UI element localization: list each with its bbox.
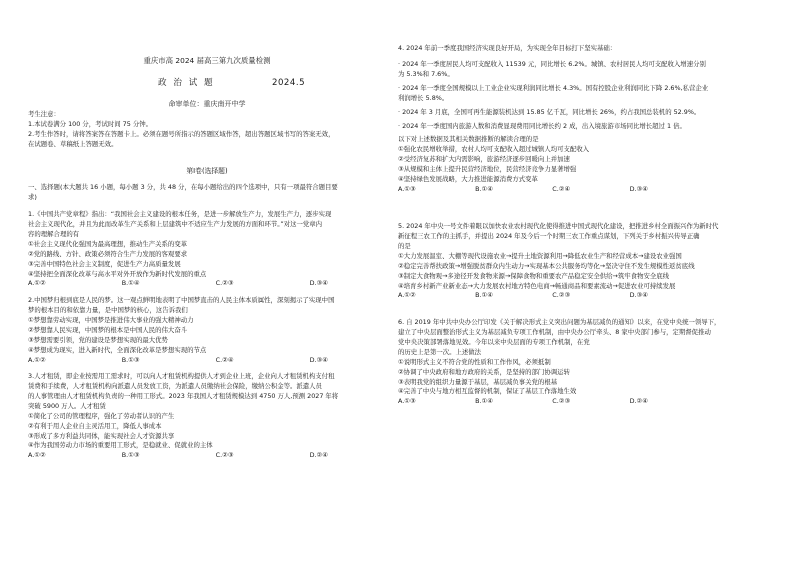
question-stem: 梦的根本目的和依靠力量，是中国梦的核心，这告诉我们: [28, 305, 188, 314]
notes-line: 在试题卷、草稿纸上答题无效。: [28, 139, 118, 148]
notes-line: 1.本试卷满分 100 分，考试时间 75 分钟。: [28, 119, 153, 128]
question-item: ②有利于用人企业自主灵活用工，降低人事成本: [28, 421, 162, 430]
subject-title: 政 治 试 题: [158, 78, 215, 88]
option-d: D.③④: [629, 291, 648, 300]
question-stem: 突破 5900 万人。人才租赁: [28, 401, 106, 410]
question-stem: 3.人才租赁，即企业按需用工需求时，可以向人才租赁机构提供人才到企业上班，企业向人才租赁机构支付租: [28, 372, 335, 380]
option-a: A.①③: [398, 397, 416, 406]
option-a: A.①②: [28, 279, 46, 288]
exam-title: 重庆市高 2024 届高三第九次质量检测: [143, 56, 271, 65]
question-stem: 新征程三农工作的主抓手，并提出 2024 年及今后一个时期三农工作重点谋划，下列关于乡村振兴传导正确: [398, 231, 700, 240]
question-stem: 赁费和手续费，人才租赁机构向派遣人员发放工资，为派遣人员缴纳社会保险，缴纳公积金等。派遣人员: [28, 381, 322, 390]
section-intro: [28, 183, 386, 203]
question-item: ④坚持把全面深化改革与高水平对外开放作为新时代发展的重点: [28, 269, 207, 278]
question-item: ④梦想成为现实，进入新时代，全面深化改革是梦想实现的节点: [28, 345, 207, 354]
option-d: D.③④: [309, 279, 328, 288]
option-c: C.②③: [552, 397, 571, 406]
answer-options: [28, 279, 328, 289]
question-2: [28, 296, 386, 365]
question-item: ④坚持绿色发展战略，大力推进能源消费方式变革: [398, 175, 538, 184]
question-stem: 1.《中国共产党章程》指出：“我国社会主义建设的根本任务，是进一步解放生产力，发展生产力，逐步实现: [28, 210, 332, 218]
option-a: A.①②: [398, 291, 416, 300]
question-item: ④作为我国劳动力市场的重要用工形式，是稳就业、促就业的主体: [28, 441, 213, 450]
question-item: ②协调了中央政府和地方政府的关系，是坚持的部门协调运转: [398, 367, 570, 376]
option-c: C.②④: [552, 185, 571, 194]
question-item: ①强化农民增收举措，农村人均可支配收入超过城镇人均可支配收入: [398, 145, 590, 154]
question-item: ①社会主义现代化强国为最高理想，推动生产关系的变革: [28, 239, 188, 248]
intro-line: 求): [28, 192, 37, 201]
answer-options: [28, 356, 328, 366]
intro-line: 一、选择题(本大题共 16 小题，每小题 3 分，共 48 分，在每小题给出的四个选项中，只有一项最符合题目要: [28, 183, 338, 191]
question-item: ②梦想靠人民实现，中国梦的根本是中国人民的伟大奋斗: [28, 325, 188, 334]
exam-date: 2024.5: [272, 78, 306, 88]
option-b: B.①③: [121, 451, 140, 460]
option-c: C.②③: [215, 451, 234, 460]
notes-block: [28, 110, 386, 150]
answer-options: [398, 291, 648, 301]
answer-options: [28, 451, 328, 461]
data-bullet: 利润增长 5.8%。: [398, 93, 449, 102]
option-d: D.③④: [629, 185, 648, 194]
notes-line: 2.考生作答时，请将答案答在答题卡上。必须在题号所指示的答题区域作答，超出答题区域书写的答案无效，: [28, 129, 335, 138]
data-bullet: 为 5.3%和 7.6%。: [398, 69, 454, 78]
option-d: D.②④: [629, 397, 648, 406]
question-stem: 4. 2024 年前一季度我国经济实现良好开局，为实现全年目标打下坚实基础：: [398, 44, 617, 52]
question-item: ②稳定完善帮扶政策→增强脱贫群众内生动力→实现基本公共服务均等化→坚决守住不发生规模性返贫底线: [398, 261, 695, 270]
question-item: ④培育乡村新产业新业态→大力发展农村地方特色电商→畅通商品和要素流动→促进农业可持续发展: [398, 281, 676, 290]
left-column: [28, 0, 386, 561]
question-item: ①大力发展温室、大棚等现代设施农业→提升土地资源利用→降低农业生产和经营成本→建设农业强国: [398, 251, 682, 260]
option-b: B.①④: [475, 397, 493, 406]
question-1: [28, 210, 386, 289]
question-stem: 容的理解合理的有: [28, 229, 80, 238]
question-item: ①梦想靠劳动实现，中国梦是推进伟大事业的强大精神动力: [28, 315, 194, 324]
question-item: ③完善中国特色社会主义制度，促进生产力高质量发展: [28, 259, 181, 268]
option-c: C.②③: [552, 291, 571, 300]
data-bullet: · 2024 年 3 月底，全国可再生能源装机达到 15.85 亿千瓦，同比增长 26%，约占我国总装机的 52.9%。: [398, 107, 701, 116]
question-item: ③制定大食物观→多途径开发食物来源→保障食物和重要农产品稳定安全供给→筑牢食物安全底线: [398, 271, 670, 280]
data-bullet: · 2024 年一季度国内旅游人数和消费显现费用同比增长约 2 成，出入境旅游市场同比增长超过 1 倍。: [398, 121, 686, 130]
question-item: ②受经济复苏和扩大内需影响，旅游经济逐步回暖向上并加速: [398, 155, 570, 164]
question-stem: 的人事管理由人才租赁机构负责的一种用工形式。2023 年我国人才租赁规模达到 4750 万人,预测 2027 年将: [28, 391, 339, 400]
question-stem: 党中央决策部署落地见效。今年以来中央层面的专项工作机制，在党: [398, 337, 590, 346]
question-stem: 的是: [398, 241, 411, 250]
option-d: D.③④: [309, 355, 328, 364]
option-c: C.②④: [215, 355, 234, 364]
option-b: B.①③: [121, 355, 140, 364]
question-stem: 5. 2024 年中央一号文件着眼以加快农业农村现代化使得推进中国式现代化建设，把推进乡村全面振兴作为新时代: [398, 222, 719, 230]
question-item: ③形成了多方利益共同体，能实现社会人才资源共享: [28, 431, 175, 440]
option-c: C.②③: [215, 279, 234, 288]
option-b: B.①④: [475, 185, 493, 194]
question-stem: 的历史上是第一次。上述做法: [398, 347, 482, 356]
question-stem: 社会主义现代化，并且为此而改革生产关系和上层建筑中不适应生产力发展的方面和环节。”对这一党章内: [28, 219, 323, 228]
option-a: A.①②: [28, 355, 46, 364]
question-4: [398, 44, 770, 195]
answer-options: [398, 397, 648, 407]
question-5: [398, 222, 770, 301]
question-item: ③表明我党的组织力量源于基层，基层减负事关党的根基: [398, 377, 558, 386]
question-6: [398, 318, 770, 407]
section-title: 第Ⅰ卷(选择题): [186, 167, 228, 175]
notes-heading: 考生注意：: [28, 110, 60, 118]
author-line: 命审单位：重庆南开中学: [168, 100, 246, 108]
question-item: ④完善了中央与地方相互监督的机制，保证了基层工作落地生效: [398, 387, 577, 396]
question-stem: 2.中国梦归根到底是人民的梦。这一观点鲜明地表明了中国梦直击的人民主体本质属性，深刻揭示了实现中国: [28, 296, 335, 304]
data-bullet: · 2024 年一季度居民人均可支配收入 11539 元，同比增长 6.2%。城镇、农村居民人均可支配收入增速分别: [398, 59, 706, 68]
question-stem: 建立了中央层面整治形式主义为基层减负专项工作机制，由中央办公厅牵头、8 家中央部门参与，定期督促推动: [398, 327, 711, 336]
answer-options: [398, 185, 648, 195]
question-item: ①简化了公司的管理程序，强化了劳动者认识的产生: [28, 411, 175, 420]
question-item: ③从规模和主体上提升民营经济地位，民营经济竞争力显著增强: [398, 165, 577, 174]
right-column: [398, 0, 770, 561]
question-3: [28, 372, 386, 461]
question-item: ③梦想需要引领，党的建设是梦想实现的最大优势: [28, 335, 168, 344]
option-b: B.①④: [121, 279, 140, 288]
question-item: ①说明形式主义不符合党的性质和工作作风，必须抵制: [398, 357, 551, 366]
option-d: D.②④: [309, 451, 328, 460]
option-a: A.①③: [398, 185, 416, 194]
question-stem: 6. 自 2019 年中共中央办公厅印发《关于解决形式主义突出问题为基层减负的通知》以来，在党中央统一领导下，: [398, 318, 721, 326]
question-prompt: 以下对上述数据及其相关数据推断的解读合理的是: [398, 135, 539, 144]
option-b: B.①④: [475, 291, 493, 300]
option-a: A.①②: [28, 451, 46, 460]
question-item: ②党的路线、方针、政策必须符合生产力发展的客观要求: [28, 249, 188, 258]
data-bullet: · 2024 年一季度全国规模以上工业企业实现利润同比增长 4.3%。国有控股企业利润同比下降 2.6%,私营企业: [398, 83, 709, 92]
